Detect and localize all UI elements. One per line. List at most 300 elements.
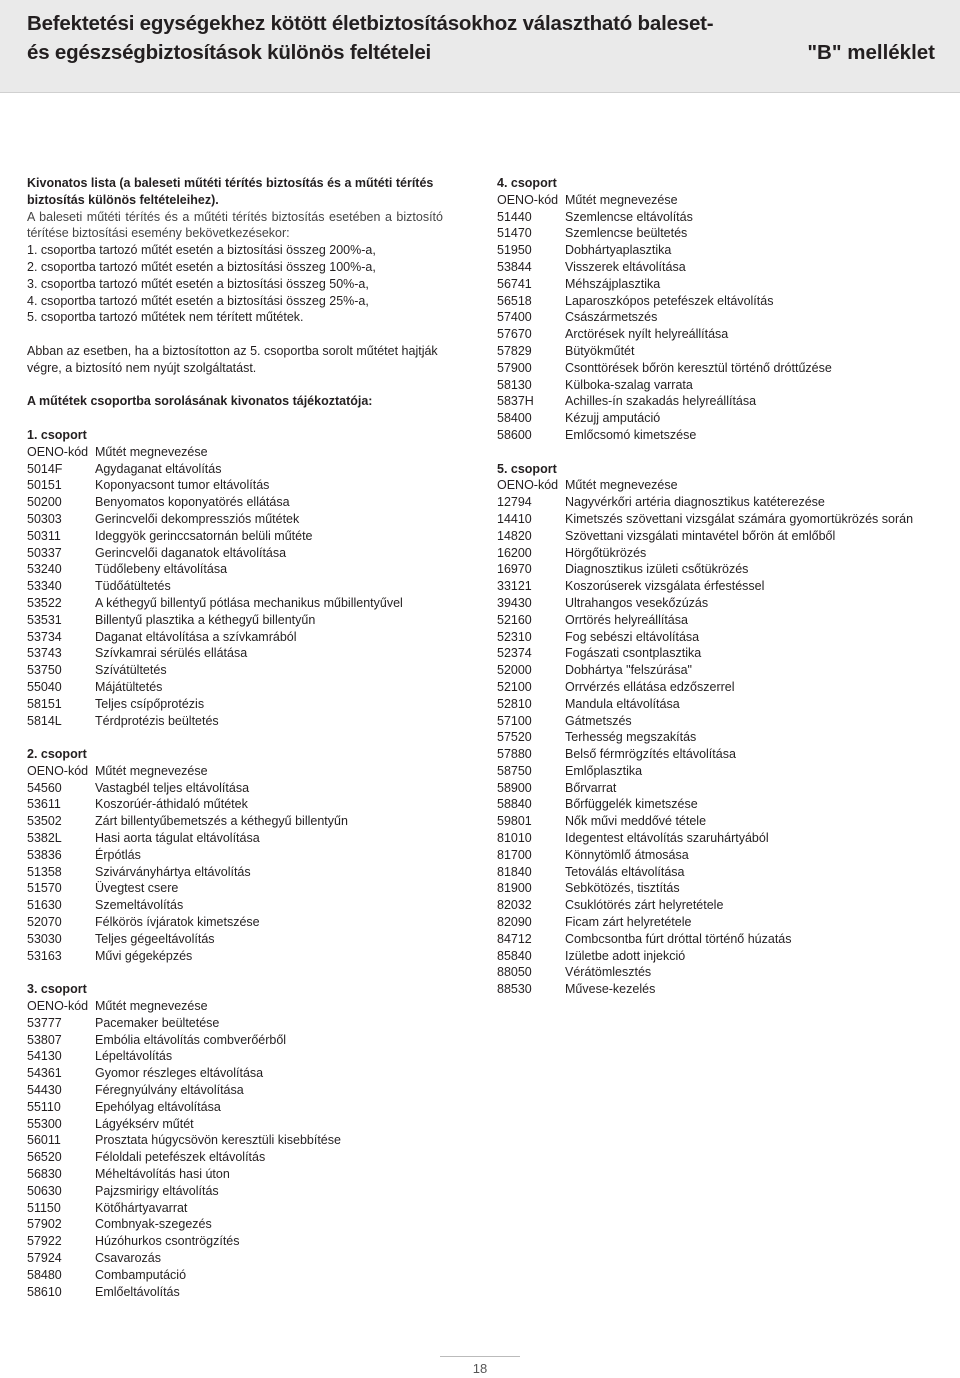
procedure-row [27, 1166, 443, 1183]
procedure-row [497, 729, 937, 746]
procedure-row [497, 293, 937, 310]
procedure-code: 53844 [497, 259, 532, 274]
procedure-name: Emlőcsomó kimetszése [565, 427, 697, 442]
procedure-name: Arctörések nyílt helyreállítása [565, 327, 729, 342]
column-header [497, 477, 937, 494]
procedure-row [27, 897, 443, 914]
procedure-row [497, 864, 937, 881]
procedure-row [27, 612, 443, 629]
procedure-code: 88050 [497, 965, 532, 980]
procedure-name: Combamputáció [95, 1267, 187, 1282]
intro-list-item: 1. csoportba tartozó műtét esetén a biztosítási összeg 200%-a, [27, 243, 376, 258]
procedure-row [497, 494, 937, 511]
procedure-name: Gerincvelői dekompressziós műtétek [95, 511, 300, 526]
document-title-line-1: Befektetési egységekhez kötött életbiztosításokhoz választható baleset- [27, 12, 714, 35]
procedure-row [497, 612, 937, 629]
procedure-code: 16200 [497, 545, 532, 560]
procedure-name: Fogászati csontplasztika [565, 646, 702, 661]
procedure-code: 52374 [497, 646, 532, 661]
procedure-name: Érpótlás [95, 847, 141, 862]
procedure-name: Hörgőtükrözés [565, 545, 647, 560]
procedure-code: 55300 [27, 1116, 62, 1131]
procedure-code: 50630 [27, 1183, 62, 1198]
procedure-code: 53807 [27, 1032, 62, 1047]
procedure-code: 58600 [497, 427, 532, 442]
procedure-name: Szövettani vizsgálati mintavétel bőrön át emlőből [565, 528, 836, 543]
procedure-row [27, 1032, 443, 1049]
procedure-row [497, 645, 937, 662]
procedure-code: 53502 [27, 814, 62, 829]
procedure-row [27, 578, 443, 595]
procedure-name: Szemeltávolítás [95, 898, 184, 913]
procedure-name: Nők művi meddővé tétele [565, 814, 707, 829]
procedure-name: Embólia eltávolítás combverőérből [95, 1032, 287, 1047]
procedure-code: 57924 [27, 1251, 62, 1265]
procedure-code: 51150 [27, 1200, 61, 1215]
procedure-name: Prosztata húgycsövön keresztüli kisebbítése [95, 1133, 341, 1148]
procedure-row [27, 1183, 443, 1200]
procedure-code: 57829 [497, 343, 532, 358]
procedure-row [27, 1284, 443, 1301]
procedure-row [497, 629, 937, 646]
code-column-header: OENO-kód [27, 763, 89, 778]
procedure-name: Teljes csípőprotézis [95, 696, 205, 711]
name-column-header: Műtét megnevezése [95, 763, 208, 778]
procedure-row [497, 679, 937, 696]
procedure-name: Pacemaker beültetése [95, 1015, 220, 1030]
procedure-code: 53743 [27, 646, 62, 661]
procedure-name: Fog sebészi eltávolítása [565, 629, 700, 644]
procedure-code: 88530 [497, 982, 532, 997]
procedure-name: Mandula eltávolítása [565, 696, 680, 711]
procedure-code: 52100 [497, 679, 532, 694]
procedure-row [27, 528, 443, 545]
annex-label: "B" melléklet [807, 41, 935, 64]
procedure-row [27, 545, 443, 562]
procedure-row [497, 948, 937, 965]
group-title: 5. csoport [497, 461, 557, 476]
procedure-row [27, 1216, 443, 1233]
procedure-code: 58151 [27, 696, 62, 711]
group-4-list [497, 175, 937, 444]
procedure-row [497, 393, 937, 410]
procedure-name: Császármetszés [565, 310, 658, 325]
procedure-code: 51440 [497, 209, 532, 224]
procedure-row [497, 813, 937, 830]
page-number: 18 [472, 1361, 488, 1376]
procedure-row [27, 1082, 443, 1099]
procedure-row [497, 981, 937, 998]
procedure-code: 54430 [27, 1083, 62, 1098]
procedure-row [27, 713, 443, 730]
procedure-name: Bütyökműtét [565, 343, 635, 358]
procedure-code: 54361 [27, 1066, 62, 1081]
procedure-code: 53734 [27, 629, 62, 644]
group-5-list [497, 461, 937, 999]
procedure-code: 57880 [497, 747, 532, 762]
procedure-row [497, 746, 937, 763]
procedure-code: 55110 [27, 1099, 61, 1114]
procedure-row [27, 461, 443, 478]
procedure-code: 57922 [27, 1234, 62, 1249]
procedure-name: Daganat eltávolítása a szívkamrából [95, 629, 297, 644]
procedure-code: 52000 [497, 663, 532, 678]
code-column-header: OENO-kód [27, 999, 89, 1014]
procedure-name: Combnyak-szegezés [95, 1217, 212, 1232]
procedure-code: 5814L [27, 713, 62, 728]
procedure-code: 53836 [27, 847, 62, 862]
procedure-code: 53522 [27, 595, 62, 610]
procedure-name: Diagnosztikus izületi csőtükrözés [565, 562, 749, 577]
procedure-code: 53030 [27, 931, 62, 946]
procedure-code: 5382L [27, 831, 62, 846]
procedure-name: Orrvérzés ellátása edzőszerrel [565, 679, 735, 694]
procedure-name: Koponyacsont tumor eltávolítás [95, 478, 270, 493]
procedure-row [27, 1065, 443, 1082]
procedure-row [27, 1250, 443, 1267]
procedure-row [497, 880, 937, 897]
procedure-code: 58900 [497, 780, 532, 795]
procedure-row [497, 796, 937, 813]
procedure-name: Nagyvérkőri artéria diagnosztikus katéterezése [565, 495, 825, 510]
procedure-code: 56011 [27, 1133, 61, 1148]
procedure-code: 81700 [497, 847, 532, 862]
document-title-line-2: és egészségbiztosítások különös feltételei [27, 41, 432, 64]
procedure-name: Billentyű plasztika a kéthegyű billentyűn [95, 612, 316, 627]
procedure-name: Vérátömlesztés [565, 965, 652, 980]
procedure-code: 39430 [497, 595, 532, 610]
procedure-row [27, 1149, 443, 1166]
procedure-row [497, 713, 937, 730]
procedure-row [497, 259, 937, 276]
procedure-row [27, 830, 443, 847]
procedure-name: Gyomor részleges eltávolítása [95, 1066, 264, 1081]
procedure-name: Üvegtest csere [95, 881, 179, 896]
procedure-code: 58750 [497, 763, 532, 778]
procedure-name: Agydaganat eltávolítás [95, 461, 222, 476]
procedure-name: Emlőplasztika [565, 763, 643, 778]
procedure-name: Koszorúserek vizsgálata érfestéssel [565, 579, 765, 594]
footer-divider [440, 1356, 520, 1357]
procedure-name: Gerincvelői daganatok eltávolítása [95, 545, 287, 560]
procedure-row [497, 326, 937, 343]
procedure-name: A kéthegyű billentyű pótlása mechanikus műbillentyűvel [95, 595, 403, 610]
procedure-name: Féloldali petefészek eltávolítás [95, 1150, 266, 1165]
procedure-row [27, 880, 443, 897]
procedure-row [27, 511, 443, 528]
procedure-code: 58610 [27, 1284, 62, 1299]
procedure-name: Vastagbél teljes eltávolítása [95, 780, 250, 795]
procedure-row [27, 477, 443, 494]
procedure-name: Művi gégeképzés [95, 948, 193, 963]
procedure-row [497, 309, 937, 326]
procedure-name: Bőrvarrat [565, 780, 617, 795]
procedure-code: 56741 [497, 276, 532, 291]
procedure-name: Ideggyök gerinccsatornán belüli műtéte [95, 528, 313, 543]
procedure-row [497, 545, 937, 562]
procedure-code: 53340 [27, 579, 62, 594]
procedure-code: 12794 [497, 495, 532, 510]
procedure-row [27, 561, 443, 578]
procedure-name: Csuklótörés zárt helyretétele [565, 898, 724, 913]
right-column [497, 175, 937, 998]
procedure-code: 50151 [27, 478, 62, 493]
procedure-name: Húzóhurkos csontrögzítés [95, 1234, 240, 1249]
procedure-name: Szívátültetés [95, 663, 167, 678]
intro-heading: Kivonatos lista (a baleseti műtéti térítés biztosítás és a műtéti térítés biztosítás különös feltételeihez). [27, 176, 434, 207]
procedure-code: 81010 [497, 831, 532, 846]
procedure-name: Visszerek eltávolítása [565, 259, 686, 274]
procedure-name: Művese-kezelés [565, 982, 656, 997]
procedure-name: Emlőeltávolítás [95, 1284, 180, 1299]
procedure-code: 57902 [27, 1217, 62, 1232]
group-3-list [27, 981, 443, 1300]
procedure-row [497, 595, 937, 612]
procedure-name: Méhszájplasztika [565, 276, 661, 291]
procedure-code: 53611 [27, 797, 61, 812]
group-title: 1. csoport [27, 427, 87, 442]
procedure-name: Kötőhártyavarrat [95, 1200, 188, 1215]
intro-list-item: 2. csoportba tartozó műtét esetén a biztosítási összeg 100%-a, [27, 259, 376, 274]
procedure-code: 81840 [497, 864, 532, 879]
intro-list-item: 3. csoportba tartozó műtét esetén a biztosítási összeg 50%-a, [27, 276, 369, 291]
procedure-row [497, 343, 937, 360]
procedure-name: Benyomatos koponyatörés ellátása [95, 495, 290, 510]
procedure-code: 16970 [497, 562, 532, 577]
procedure-row [27, 1267, 443, 1284]
procedure-code: 53163 [27, 948, 62, 963]
procedure-code: 51950 [497, 243, 532, 258]
procedure-row [27, 629, 443, 646]
procedure-code: 57900 [497, 360, 532, 375]
procedure-name: Külboka-szalag varrata [565, 377, 693, 392]
procedure-row [27, 1116, 443, 1133]
column-header [27, 444, 443, 461]
procedure-code: 53777 [27, 1015, 62, 1030]
procedure-name: Kézujj amputáció [565, 411, 661, 426]
procedure-row [497, 964, 937, 981]
procedure-name: Belső férmrögzítés eltávolítása [565, 747, 736, 762]
procedure-row [497, 427, 937, 444]
procedure-name: Dobhártya "felszúrása" [565, 663, 692, 678]
procedure-name: Dobhártyaplasztika [565, 243, 672, 258]
procedure-code: 57100 [497, 713, 532, 728]
procedure-row [497, 511, 937, 528]
group-title: 3. csoport [27, 982, 87, 997]
procedure-name: Gátmetszés [565, 713, 632, 728]
procedure-row [27, 931, 443, 948]
procedure-code: 57520 [497, 730, 532, 745]
procedure-name: Tüdőátültetés [95, 579, 171, 594]
procedure-row [497, 242, 937, 259]
procedure-code: 33121 [497, 579, 532, 594]
name-column-header: Műtét megnevezése [565, 192, 678, 207]
procedure-name: Sebkötözés, tisztítás [565, 881, 680, 896]
procedure-row [27, 1200, 443, 1217]
procedure-row [27, 494, 443, 511]
intro-list-item: 5. csoportba tartozó műtétek nem térített műtétek. [27, 310, 304, 325]
procedure-code: 85840 [497, 948, 532, 963]
procedure-name: Hasi aorta tágulat eltávolítása [95, 831, 260, 846]
procedure-row [27, 1099, 443, 1116]
procedure-code: 54130 [27, 1049, 62, 1064]
procedure-name: Teljes gégeeltávolítás [95, 931, 215, 946]
procedure-code: 53750 [27, 663, 62, 678]
column-header [497, 192, 937, 209]
procedure-row [497, 528, 937, 545]
name-column-header: Műtét megnevezése [95, 999, 208, 1014]
procedure-row [497, 696, 937, 713]
procedure-name: Szivárványhártya eltávolítás [95, 864, 251, 879]
procedure-name: Szemlencse beültetés [565, 226, 688, 241]
procedure-name: Szívkamrai sérülés ellátása [95, 646, 248, 661]
procedure-name: Májátültetés [95, 679, 163, 694]
procedure-row [27, 780, 443, 797]
procedure-row [27, 864, 443, 881]
procedure-code: 53531 [27, 612, 62, 627]
procedure-name: Terhesség megszakítás [565, 730, 697, 745]
procedure-code: 59801 [497, 814, 532, 829]
intro-paragraph: A baleseti műtéti térítés és a műtéti térítés biztosítás esetében a biztosító térítése biztosítási esemény bekövetkezésekor: [27, 209, 443, 241]
procedure-row [497, 763, 937, 780]
procedure-name: Térdprotézis beültetés [95, 713, 219, 728]
procedure-row [27, 662, 443, 679]
procedure-row [497, 410, 937, 427]
procedure-code: 50337 [27, 545, 62, 560]
procedure-code: 58840 [497, 797, 532, 812]
page-header [0, 0, 960, 93]
group-title: 4. csoport [497, 176, 557, 190]
procedure-row [497, 225, 937, 242]
name-column-header: Műtét megnevezése [565, 478, 678, 493]
group-1-list [27, 427, 443, 729]
procedure-row [497, 847, 937, 864]
procedure-name: Zárt billentyűbemetszés a kéthegyű billentyűn [95, 814, 348, 829]
procedure-name: Idegentest eltávolítás szaruhártyából [565, 831, 769, 846]
procedure-row [27, 645, 443, 662]
intro-note: Abban az esetben, ha a biztosítotton az 5. csoportba sorolt műtétet hajtják végre, a biztosító nem nyújt szolgáltatást. [27, 343, 438, 375]
procedure-row [27, 1233, 443, 1250]
procedure-row [497, 914, 937, 931]
procedure-code: 51630 [27, 898, 62, 913]
procedure-code: 54560 [27, 780, 62, 795]
guide-heading: A műtétek csoportba sorolásának kivonatos tájékoztatója: [27, 394, 373, 409]
procedure-name: Orrtörés helyreállítása [565, 612, 688, 627]
procedure-code: 56520 [27, 1150, 62, 1165]
procedure-code: 56518 [497, 293, 532, 308]
procedure-code: 84712 [497, 931, 532, 946]
procedure-name: Csonttörések bőrön keresztül történő dróttűzése [565, 360, 832, 375]
procedure-code: 82032 [497, 898, 532, 913]
code-column-header: OENO-kód [497, 478, 559, 493]
procedure-name: Epehólyag eltávolítása [95, 1099, 221, 1114]
procedure-code: 52160 [497, 612, 532, 627]
procedure-code: 52810 [497, 696, 532, 711]
procedure-name: Laparoszkópos petefészek eltávolítás [565, 293, 774, 308]
procedure-row [497, 561, 937, 578]
procedure-name: Tetoválás eltávolítása [565, 864, 685, 879]
intro-list-item: 4. csoportba tartozó műtét esetén a biztosítási összeg 25%-a, [27, 293, 369, 308]
procedure-row [27, 696, 443, 713]
procedure-name: Tüdőlebeny eltávolítása [95, 562, 228, 577]
procedure-name: Combcsontba fúrt dróttal történő húzatás [565, 931, 792, 946]
procedure-code: 52310 [497, 629, 532, 644]
procedure-row [27, 595, 443, 612]
procedure-code: 55040 [27, 679, 62, 694]
procedure-name: Izületbe adott injekció [565, 948, 686, 963]
left-column [27, 175, 443, 1300]
procedure-row [27, 1015, 443, 1032]
procedure-code: 82090 [497, 915, 532, 930]
procedure-name: Koszorúér-áthidaló műtétek [95, 797, 248, 812]
procedure-name: Pajzsmirigy eltávolítás [95, 1183, 219, 1198]
column-header [27, 763, 443, 780]
procedure-row [27, 1048, 443, 1065]
procedure-code: 51358 [27, 864, 62, 879]
procedure-code: 56830 [27, 1167, 62, 1182]
procedure-row [497, 662, 937, 679]
group-2-list [27, 746, 443, 964]
procedure-row [497, 578, 937, 595]
procedure-name: Bőrfüggelék kimetszése [565, 797, 698, 812]
procedure-row [27, 796, 443, 813]
procedure-row [497, 931, 937, 948]
procedure-row [27, 813, 443, 830]
procedure-row [497, 377, 937, 394]
procedure-code: 52070 [27, 915, 62, 930]
code-column-header: OENO-kód [497, 192, 559, 207]
procedure-code: 50303 [27, 511, 62, 526]
procedure-name: Lépeltávolítás [95, 1049, 173, 1064]
procedure-row [497, 830, 937, 847]
procedure-name: Ultrahangos vesekőzúzás [565, 595, 709, 610]
procedure-code: 51570 [27, 881, 62, 896]
column-header [27, 998, 443, 1015]
procedure-row [497, 276, 937, 293]
procedure-code: 58480 [27, 1267, 62, 1282]
procedure-code: 57670 [497, 327, 532, 342]
name-column-header: Műtét megnevezése [95, 444, 208, 459]
procedure-row [27, 679, 443, 696]
procedure-code: 81900 [497, 881, 532, 896]
procedure-row [497, 209, 937, 226]
procedure-name: Féregnyúlvány eltávolítása [95, 1083, 244, 1098]
procedure-code: 58400 [497, 411, 532, 426]
procedure-code: 5014F [27, 461, 63, 476]
procedure-code: 57400 [497, 310, 532, 325]
procedure-name: Félkörös ívjáratok kimetszése [95, 915, 260, 930]
procedure-code: 58130 [497, 377, 532, 392]
procedure-code: 14820 [497, 528, 532, 543]
procedure-row [497, 897, 937, 914]
procedure-name: Méheltávolítás hasi úton [95, 1167, 230, 1182]
procedure-row [27, 914, 443, 931]
procedure-name: Kimetszés szövettani vizsgálat számára gyomortükrözés során [565, 511, 914, 526]
procedure-row [27, 847, 443, 864]
procedure-name: Ficam zárt helyretétele [565, 915, 692, 930]
procedure-code: 50200 [27, 495, 62, 510]
procedure-name: Könnytömlő átmosása [565, 847, 689, 862]
procedure-code: 5837H [497, 394, 534, 409]
procedure-name: Lágyéksérv műtét [95, 1116, 194, 1131]
procedure-name: Csavarozás [95, 1251, 161, 1265]
procedure-name: Szemlencse eltávolítás [565, 209, 693, 224]
procedure-name: Achilles-ín szakadás helyreállítása [565, 394, 757, 409]
procedure-row [497, 360, 937, 377]
procedure-code: 14410 [497, 511, 532, 526]
code-column-header: OENO-kód [27, 444, 89, 459]
procedure-row [497, 780, 937, 797]
